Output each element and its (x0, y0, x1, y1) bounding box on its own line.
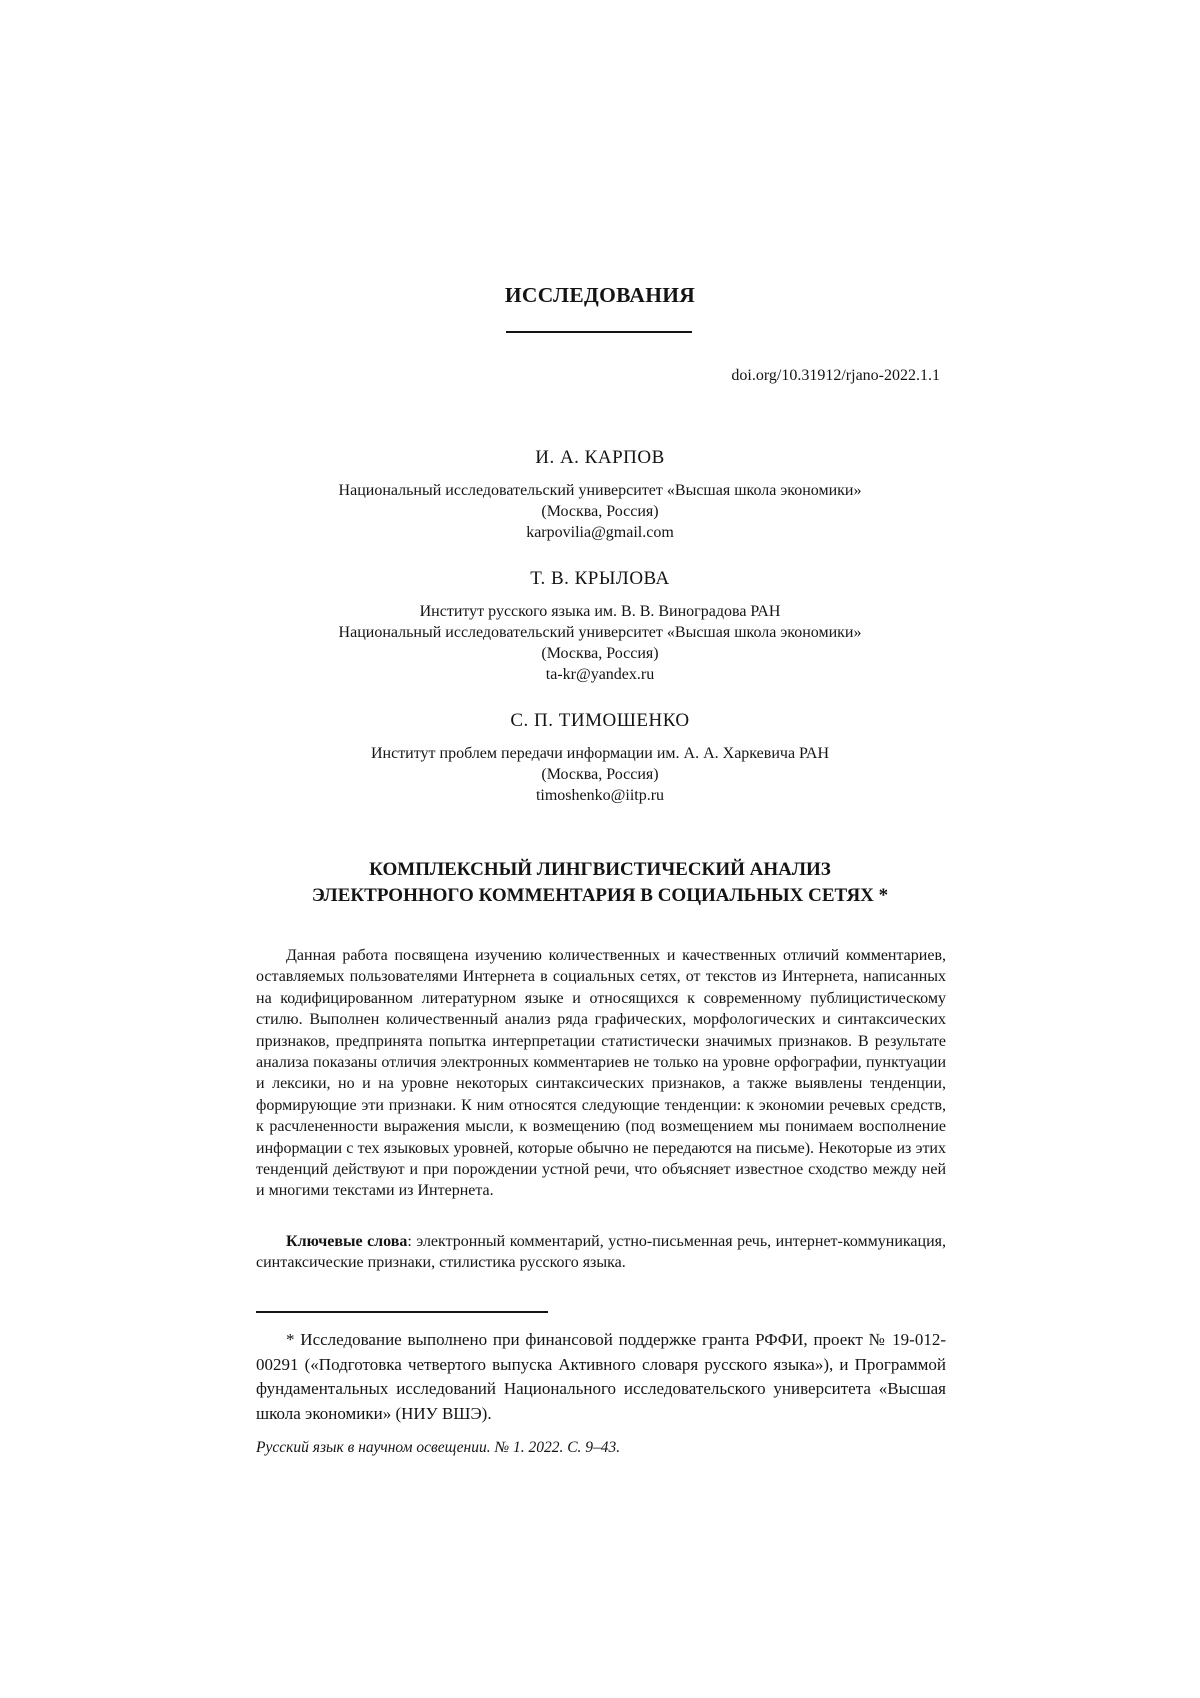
author-name: С. П. ТИМОШЕНКО (510, 710, 690, 731)
abstract-paragraph: Данная работа посвящена изучению количественных и качественных отличий комментариев, оставляемых пользователями Интернета в социальных сетях, от текстов из Интернета, написанных на кодифицированном литературном языке и относящихся к современному публицистическому стилю. Выполнен количественный анализ ряда графических, морфологических и синтаксических признаков, предпринята попытка интерпретации статистически значимых признаков. В результате анализа показаны отличия электронных комментариев не только на уровне орфографии, пунктуации и лексики, но и на уровне некоторых синтаксических признаков, а также выявлены тенденции, формирующие эти признаки. К ним относятся следующие тенденции: к экономии речевых средств, к расчлененности выражения мысли, к возмещению (под возмещением мы понимаем восполнение информации с тех языковых уровней, которые обычно не передаются на письме). Некоторые из этих тенденций действуют и при порождении устной речи, что объясняет известное сходство между ней и многими текстами из Интернета. (256, 947, 946, 1200)
author-block (0, 710, 1200, 806)
author-affiliation: Национальный исследовательский университет «Высшая школа экономики» (338, 482, 862, 499)
author-affiliation: Институт проблем передачи информации им. А. А. Харкевича РАН (370, 745, 830, 762)
author-block (0, 447, 1200, 543)
author-affiliation: Институт русского языка им. В. В. Виноградова РАН (419, 603, 781, 620)
author-email[interactable]: karpovilia@gmail.com (526, 524, 674, 541)
footnote: * Исследование выполнено при финансовой поддержке гранта РФФИ, проект № 19-012-00291 («Подготовка четвертого выпуска Активного словаря русского языка»), и Программой фундаментальных исследований Национального исследовательского университета «Высшая школа экономики» (НИУ ВШЭ). (256, 1330, 946, 1423)
section-heading-rule (506, 331, 692, 333)
doi-link[interactable]: doi.org/10.31912/rjano-2022.1.1 (731, 367, 940, 384)
keywords-text: : электронный комментарий, устно-письменная речь, интернет-коммуникация, синтаксические признаки, стилистика русского языка. (256, 1233, 947, 1272)
author-location: (Москва, Россия) (541, 503, 659, 520)
author-affiliation: Национальный исследовательский университет «Высшая школа экономики» (338, 624, 862, 641)
author-name: Т. В. КРЫЛОВА (530, 568, 670, 589)
author-name: И. А. КАРПОВ (535, 447, 665, 468)
author-location: (Москва, Россия) (541, 645, 659, 662)
author-block (0, 568, 1200, 685)
section-heading: ИССЛЕДОВАНИЯ (504, 283, 696, 307)
keywords-paragraph (256, 1231, 946, 1274)
article-title (0, 857, 1200, 909)
article-title-line: КОМПЛЕКСНЫЙ ЛИНГВИСТИЧЕСКИЙ АНАЛИЗ (369, 859, 831, 880)
author-location: (Москва, Россия) (541, 766, 659, 783)
journal-citation: Русский язык в научном освещении. № 1. 2022. С. 9–43. (256, 1439, 621, 1456)
footnote-divider (256, 1311, 548, 1313)
author-email[interactable]: ta-kr@yandex.ru (545, 666, 655, 683)
keywords-label: Ключевые слова (286, 1233, 408, 1250)
article-title-line: ЭЛЕКТРОННОГО КОММЕНТАРИЯ В СОЦИАЛЬНЫХ СЕТЯХ * (311, 885, 889, 906)
author-email[interactable]: timoshenko@iitp.ru (535, 787, 665, 804)
